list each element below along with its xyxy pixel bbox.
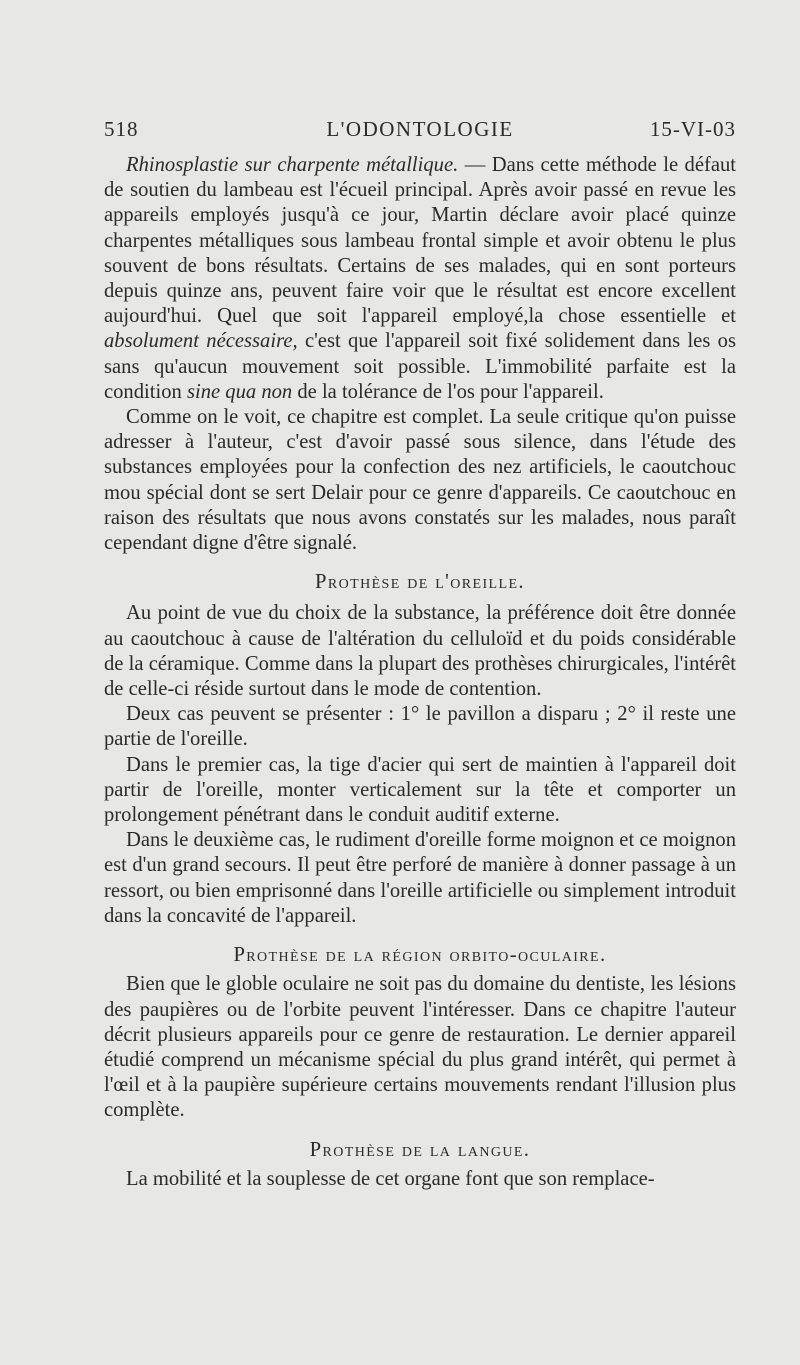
paragraph-critique: Comme on le voit, ce chapitre est complet. La seule critique qu'on puisse adresser à l'auteur, c'est d'avoir passé sous silence, dans l'étude des substances employées pour la confection des nez artificiels, le caoutchouc mou spécial dont se sert Delair pour ce genre d'appareils. Ce caoutchouc en raison des résultats que nous avons constatés sur les malades, nous paraît cependant digne d'être signalé.: [104, 406, 736, 555]
page-body: [104, 153, 736, 1192]
italic-lead: Rhinosplastie sur charpente métallique.: [126, 154, 459, 176]
running-header: [104, 117, 736, 147]
section-heading-ear: Prothèse de l'oreille.: [315, 571, 525, 594]
paragraph-ear-case-one: Dans le premier cas, la tige d'acier qui sert de maintien à l'appareil doit partir de l'oreille, monter verticalement sur la tête et comporter un prolongement pénétrant dans le conduit auditif externe.: [104, 753, 736, 827]
italic-emphasis: absolument nécessaire,: [104, 330, 298, 353]
italic-latin: sine qua non: [186, 380, 293, 403]
paragraph-text: de la tolérance de l'os pour l'appareil.: [292, 380, 604, 403]
paragraph-tongue: La mobilité et la souplesse de cet organe font que son remplace-: [126, 1167, 655, 1190]
paragraph-ear-case-two: Dans le deuxième cas, le rudiment d'oreille forme moignon et ce moignon est d'un grand secours. Il peut être perforé de manière à donner passage à un ressort, ou bien emprisonné dans l'oreille artificielle ou simplement introduit dans la concavité de l'appareil.: [104, 829, 736, 927]
journal-title: L'ODONTOLOGIE: [326, 117, 514, 141]
paragraph-ear-cases: Deux cas peuvent se présenter : 1° le pavillon a disparu ; 2° il reste une partie de l'oreille.: [104, 703, 736, 751]
section-heading-orbit: Prothèse de la région orbito-oculaire.: [233, 944, 607, 967]
page-number: 518: [104, 117, 139, 141]
paragraph-rhinoplasty: [104, 153, 736, 405]
issue-date: 15-VI-03: [649, 117, 736, 141]
paragraph-ear-material: Au point de vue du choix de la substance, la préférence doit être donnée au caoutchouc à cause de l'altération du celluloïd et du poids considérable de la céramique. Comme dans la plupart des prothèses chirurgicales, l'intérêt de celle-ci réside surtout dans le mode de contention.: [104, 602, 736, 701]
paragraph-text: c'est que l'appareil soit fixé solidement dans les os sans qu'aucun mouvement soit possible. L'immobilité parfaite est la condition: [104, 330, 736, 403]
paragraph-text: — Dans cette méthode le défaut de soutien du lambeau est l'écueil principal. Après avoir passé en revue les appareils employés jusqu'à ce jour, Martin déclare avoir placé quinze charpentes métalliques sous lambeau frontal simple et avoir obtenu le plus souvent de bons résultats. Certains de ses malades, qui en sont porteurs depuis quinze ans, peuvent faire voir que le résultat est encore excellent aujourd'hui. Quel que soit l'appareil employé,la chose essentielle et: [104, 154, 736, 328]
section-heading-tongue: Prothèse de la langue.: [309, 1138, 531, 1161]
paragraph-orbit: Bien que le globle oculaire ne soit pas du domaine du dentiste, les lésions des paupières ou de l'orbite peuvent l'intéresser. Dans ce chapitre l'auteur décrit plusieurs appareils pour ce genre de restauration. Le dernier appareil étudié comprend un mécanisme spécial du plus grand intérêt, qui permet à l'œil et à la paupière supérieure certains mouvements rendant l'illusion plus complète.: [104, 973, 736, 1122]
